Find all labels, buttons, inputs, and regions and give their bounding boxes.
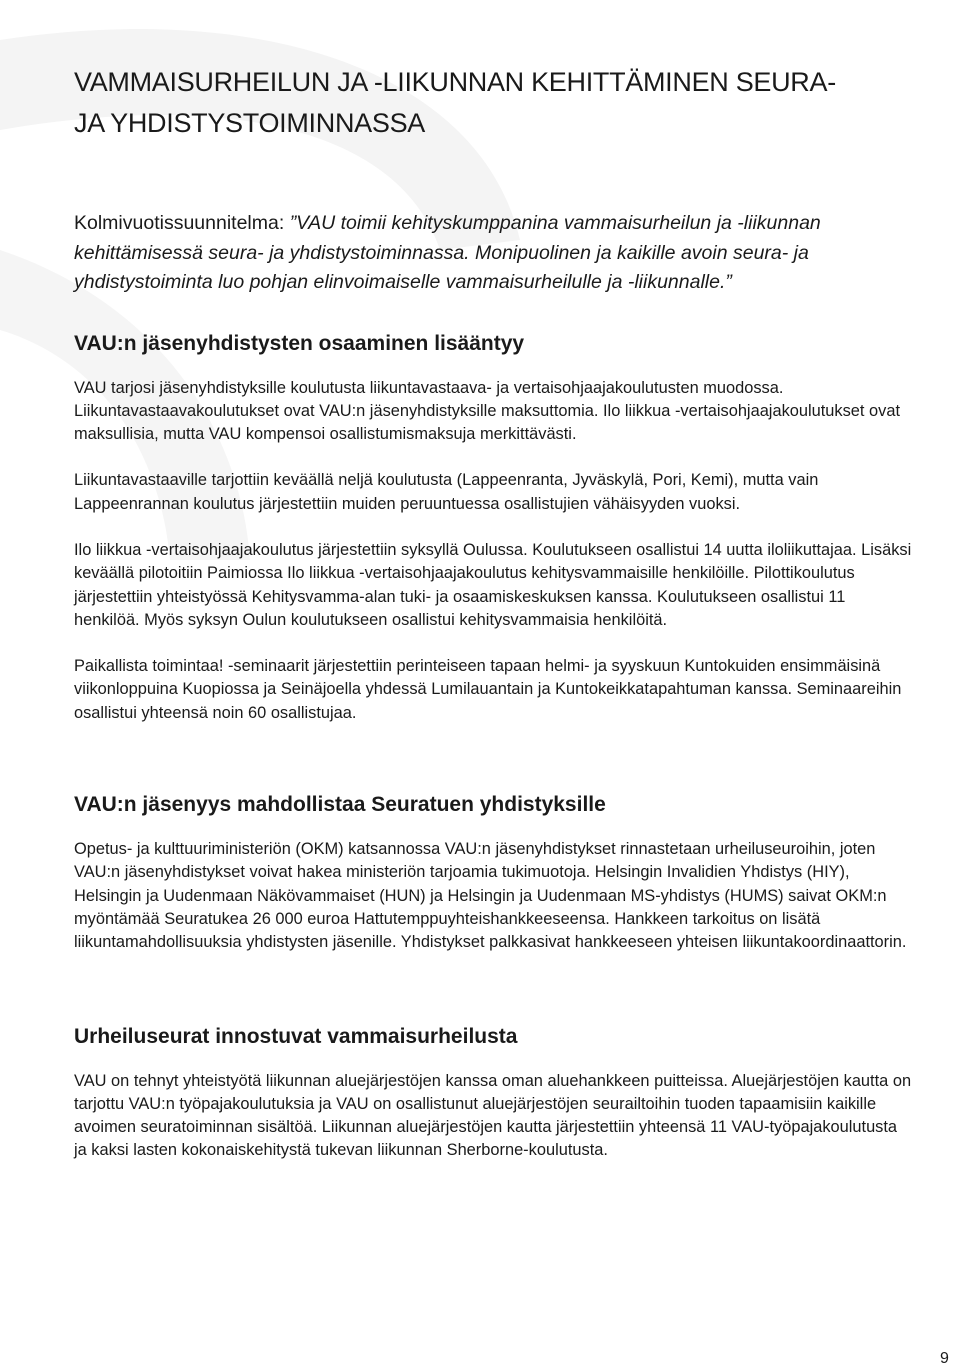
section-membership-support (74, 793, 914, 954)
page-number: 9 (940, 1350, 949, 1366)
page-title-line-2: JA YHDISTYSTOIMINNASSA (74, 108, 425, 138)
body-paragraph: VAU tarjosi jäsenyhdistyksille koulutusta liikuntavastaava- ja vertaisohjaajakoulutusten muodossa. Liikuntavastaavakoulutukset ovat VAU:n jäsenyhdistyksille maksuttomia. Ilo liikkua -vertaisohjaajakoulutukset ovat maksullisia, mutta VAU kompensoi osallistumismaksuja merkittävästi. (74, 378, 901, 444)
intro-paragraph (74, 209, 914, 298)
page-title (74, 62, 914, 144)
body-paragraph: Paikallista toimintaa! -seminaarit järjestettiin perinteiseen tapaan helmi- ja syyskuun Kuntokuiden ensimmäisinä viikonloppuina Kuopiossa ja Seinäjoella yhdessä Lumilauantain ja Kuntokeikkatapahtuman kanssa. Seminaareihin osallistui yhteensä noin 60 osallistujaa. (74, 657, 902, 722)
section-sports-clubs (74, 1025, 914, 1163)
section-heading: Urheiluseurat innostuvat vammaisurheilusta (74, 1024, 518, 1048)
body-paragraph: VAU on tehnyt yhteistyötä liikunnan aluejärjestöjen kanssa oman aluehankkeen puitteissa. Aluejärjestöjen kautta on tarjottu VAU:n työpajakoulutuksia ja VAU on osallistunut aluejärjestöjen seurailtoihin tuoden tapaamisiin kaikille avoimen seuratoiminnan sisältöä. Liikunnan aluejärjestöjen kautta järjestettiin yhteensä 11 VAU-työpajakoulutusta ja kaksi lasten kokonaiskehitystä tukevan liikunnan Sherborne-koulutusta. (74, 1071, 912, 1160)
section-member-competence (74, 332, 914, 726)
main-content (74, 62, 914, 1163)
body-paragraph: Ilo liikkua -vertaisohjaajakoulutus järjestettiin syksyllä Oulussa. Koulutukseen osallistui 14 uutta iloliikuttajaa. Lisäksi keväällä pilotoitiin Paimiossa Ilo liikkua -vertaisohjaajakoulutus kehitysvammaisille henkilöille. Pilottikoulutus järjestettiin yhteistyössä Kehitysvamma-alan tuki- ja osaamiskeskuksen kanssa. Koulutukseen osallistui 11 henkilöä. Myös syksyn Oulun koulutukseen osallistui kehitysvammaisia henkilöitä. (74, 540, 912, 629)
body-paragraph: Liikuntavastaaville tarjottiin keväällä neljä koulutusta (Lappeenranta, Jyväskylä, Pori, Kemi), mutta vain Lappeenrannan koulutus järjestettiin muiden peruuntuessa osallistujien vähäisyyden vuoksi. (74, 471, 819, 513)
page-title-line-1: VAMMAISURHEILUN JA -LIIKUNNAN KEHITTÄMINEN SEURA- (74, 67, 836, 97)
section-heading: VAU:n jäsenyhdistysten osaaminen lisääntyy (74, 331, 525, 355)
intro-quote: ”VAU toimii kehityskumppanina vammaisurheilun ja -liikunnan kehittämisessä seura- ja yhdistystoiminnassa. Monipuolinen ja kaikille avoin seura- ja yhdistystoiminta luo pohjan elinvoimaiselle vammaisurheilulle ja -liikunnalle.” (74, 212, 821, 293)
body-paragraph: Opetus- ja kulttuuriministeriön (OKM) katsannossa VAU:n jäsenyhdistykset rinnastetaan urheiluseuroihin, joten VAU:n jäsenyhdistykset voivat hakea ministeriön tarjoamia tukimuotoja. Helsingin Invalidien Yhdistys (HIY), Helsingin ja Uudenmaan Näkövammaiset (HUN) ja Helsingin ja Uudenmaan MS-yhdistys (HUMS) saivat OKM:n myöntämää Seuratukea 26 000 euroa Hattutemppuyhteishankkeeseensa. Hankkeen tarkoitus on lisätä liikuntamahdollisuuksia yhdistysten jäsenille. Yhdistykset palkkasivat hankkeeseen yhteisen liikuntakoordinaattorin. (74, 840, 907, 952)
section-heading: VAU:n jäsenyys mahdollistaa Seuratuen yhdistyksille (74, 793, 606, 817)
intro-label: Kolmivuotissuunnitelma: (74, 212, 290, 234)
